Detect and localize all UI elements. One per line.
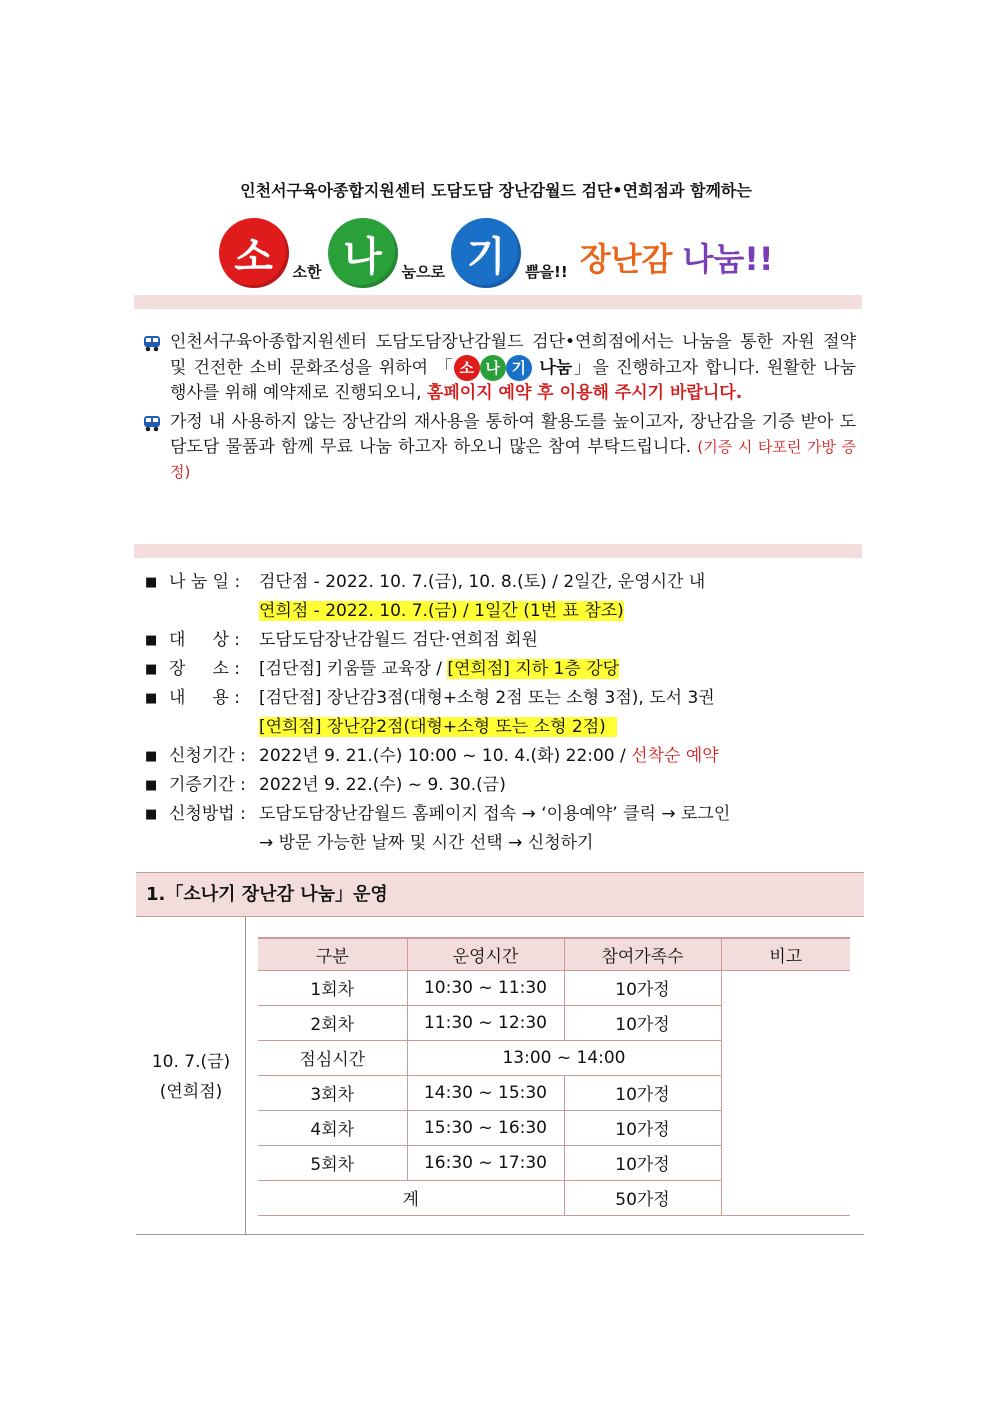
- column-header: 참여가족수: [564, 938, 721, 970]
- info-row-date-cont: [145, 597, 865, 626]
- date-value: 10. 7.(금): [151, 1052, 231, 1072]
- column-header: 구분: [258, 938, 407, 970]
- info-label: 신청방법 :: [169, 804, 252, 824]
- mini-circle-na: 나: [480, 355, 506, 381]
- info-label: 나 눔 일 :: [169, 572, 246, 592]
- info-row-content-cont: [145, 713, 865, 742]
- session-time: 14:30 ~ 15:30: [407, 1075, 564, 1110]
- date-label: [136, 1047, 246, 1107]
- bus-icon: [142, 334, 162, 352]
- title-toy: 장난감: [579, 240, 673, 278]
- title-circle-gi: 기: [451, 218, 521, 288]
- session-time: 11:30 ~ 12:30: [407, 1005, 564, 1040]
- column-header: 운영시간: [407, 938, 564, 970]
- title-circle-na: 나: [328, 218, 398, 288]
- session-label: 점심시간: [258, 1040, 407, 1075]
- info-label: 장 소 :: [169, 659, 246, 679]
- info-label: 신청기간 :: [169, 746, 252, 766]
- table-header-row: [258, 938, 850, 970]
- title-word-nanum: 눔으로: [401, 263, 446, 281]
- info-value-highlight: 연희점 - 2022. 10. 7.(금) / 1일간 (1번 표 참조): [259, 601, 624, 621]
- donation-gift-note: (기증 시 타포린 가방 증정): [170, 438, 856, 481]
- bullet: ■: [145, 691, 158, 706]
- mini-circle-gi: 기: [506, 355, 532, 381]
- event-subtitle: 인천서구육아종합지원센터 도담도담 장난감월드 검단•연희점과 함께하는: [240, 181, 752, 200]
- divider-bar: [134, 544, 862, 558]
- session-label: 4회차: [258, 1110, 407, 1145]
- session-count: 10가정: [564, 1075, 721, 1110]
- title-word-sohan: 소한: [292, 263, 322, 281]
- info-row-place: [145, 655, 865, 684]
- info-row-donation-period: [145, 771, 865, 800]
- mini-circle-so: 소: [454, 355, 480, 381]
- bullet: ■: [145, 749, 158, 764]
- info-value-highlight: [연희점] 지하 1층 강당: [447, 659, 620, 679]
- session-time: 15:30 ~ 16:30: [407, 1110, 564, 1145]
- session-time: 13:00 ~ 14:00: [407, 1040, 721, 1075]
- info-value: 검단점 - 2022. 10. 7.(금), 10. 8.(토) / 2일간, 운영시간 내: [259, 572, 706, 592]
- info-row-date: [145, 568, 865, 597]
- note-cell: [721, 970, 850, 1215]
- total-label: 계: [258, 1180, 564, 1215]
- info-label: 내 용 :: [169, 688, 246, 708]
- session-label: 5회차: [258, 1145, 407, 1180]
- info-row-apply-method: [145, 800, 865, 829]
- session-label: 2회차: [258, 1005, 407, 1040]
- session-count: 10가정: [564, 1110, 721, 1145]
- info-value: [검단점] 장난감3점(대형+소형 2점 또는 소형 3점), 도서 3권: [259, 688, 715, 708]
- bullet: ■: [145, 778, 158, 793]
- session-count: 10가정: [564, 970, 721, 1005]
- info-row-apply-method-cont: [145, 829, 865, 858]
- info-label: 대 상 :: [169, 630, 246, 650]
- info-row-content: [145, 684, 865, 713]
- session-time: 16:30 ~ 17:30: [407, 1145, 564, 1180]
- intro-text-a: 인천서구육아종합지원센터 도담도담장난감월드 검단•연희점에서는 나눔을 통한 자원 절약 및 건전한 소비 문화조성을 위하여 「: [170, 332, 856, 378]
- intro-nanum: 나눔: [531, 358, 573, 378]
- info-value: 2022년 9. 21.(수) 10:00 ~ 10. 4.(화) 22:00 /: [259, 746, 632, 766]
- intro-text-2: 가정 내 사용하지 않는 장난감의 재사용을 통하여 활용도를 높이고자, 장난감을 기증 받아 도담도담 물품과 함께 무료 나눔 하고자 하오니 많은 참여 부탁드립니다.: [170, 412, 856, 457]
- date-column: [136, 917, 246, 1235]
- session-time: 10:30 ~ 11:30: [407, 970, 564, 1005]
- table-bottom-line: [136, 1234, 864, 1235]
- event-title: [0, 218, 992, 288]
- first-come-note: 선착순 예약: [631, 746, 719, 766]
- info-label: 기증기간 :: [169, 775, 252, 795]
- info-value: 도담도담장난감월드 검단·연희점 회원: [259, 630, 538, 650]
- section-title: 1.「소나기 장난감 나눔」운영: [136, 872, 864, 917]
- info-value-highlight: [연희점] 장난감2점(대형+소형 또는 소형 2점): [259, 717, 617, 737]
- column-header: 비고: [721, 938, 850, 970]
- schedule-table: [258, 937, 850, 1216]
- info-value: → 방문 가능한 날짜 및 시간 선택 → 신청하기: [259, 833, 594, 853]
- intro-text-c: 」을 진행하고자 합니다. 원활한 나눔 행사를 위해 예약제로 진행되오니,: [170, 358, 856, 403]
- table-row: [258, 970, 850, 1005]
- bullet: ■: [145, 575, 158, 590]
- title-word-gippeum: 쁨을!!: [525, 263, 568, 281]
- info-list: [145, 568, 865, 858]
- session-count: 10가정: [564, 1005, 721, 1040]
- intro-reservation-notice: 홈페이지 예약 후 이용해 주시기 바랍니다.: [426, 383, 743, 403]
- bullet: ■: [145, 662, 158, 677]
- total-count: 50가정: [564, 1180, 721, 1215]
- intro-section: [140, 330, 856, 485]
- info-value: 2022년 9. 22.(수) ~ 9. 30.(금): [259, 775, 506, 795]
- session-count: 10가정: [564, 1145, 721, 1180]
- info-value: 도담도담장난감월드 홈페이지 접속 → ‘이용예약’ 클릭 → 로그인: [259, 804, 731, 824]
- info-row-apply-period: [145, 742, 865, 771]
- intro-paragraph-2: [140, 410, 856, 485]
- info-row-target: [145, 626, 865, 655]
- title-circle-so: 소: [219, 218, 289, 288]
- branch-name: (연희점): [159, 1082, 223, 1102]
- bullet: ■: [145, 807, 158, 822]
- intro-paragraph-1: [140, 330, 856, 406]
- bus-icon: [142, 414, 162, 432]
- title-sharing: 나눔!!: [682, 240, 774, 278]
- divider-bar: [134, 295, 862, 309]
- info-value: [검단점] 키움뜰 교육장 /: [259, 659, 448, 679]
- session-label: 1회차: [258, 970, 407, 1005]
- session-label: 3회차: [258, 1075, 407, 1110]
- bullet: ■: [145, 633, 158, 648]
